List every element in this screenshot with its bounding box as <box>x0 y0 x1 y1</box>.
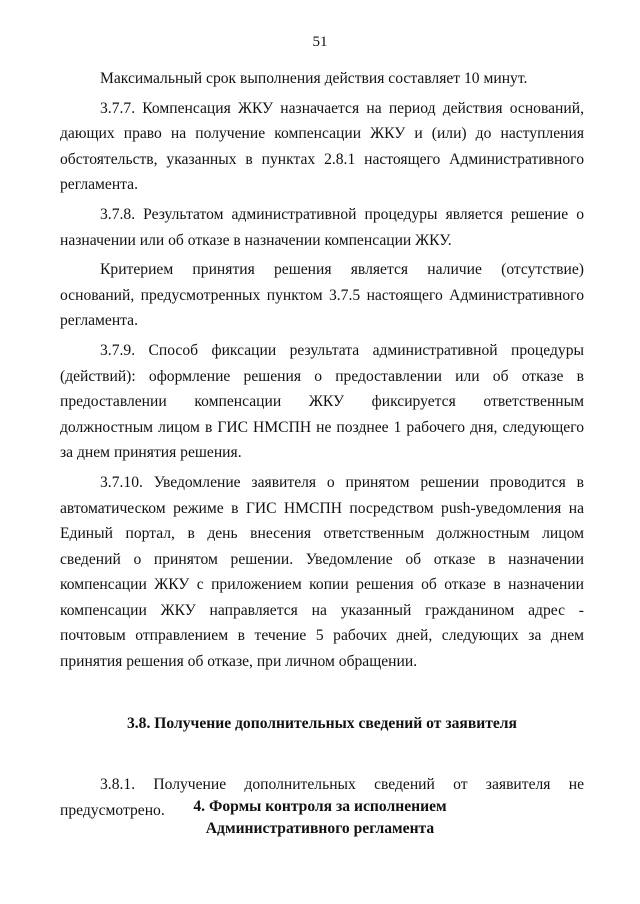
paragraph-3-7-7: 3.7.7. Компенсация ЖКУ назначается на период действия оснований, дающих право на получение компенсации ЖКУ и (или) до наступления обстоятельств, указанных в пунктах 2.8.1 настоящего Административного регламента. <box>60 99 584 194</box>
chapter-heading-line-2: Административного регламента <box>205 820 435 837</box>
spacer <box>100 675 584 711</box>
page-number: 51 <box>312 34 328 50</box>
paragraph-3-7-9: 3.7.9. Способ фиксации результата административной процедуры (действий): оформление решения о предоставлении или об отказе в предоставлении компенсации ЖКУ фиксируется ответственным должностным лицом в ГИС НМСПН не позднее 1 рабочего дня, следующего за днем принятия решения. <box>60 341 584 462</box>
paragraph-3-8-1: 3.8.1. Получение дополнительных сведений от заявителя не предусмотрено. <box>60 776 584 819</box>
spacer <box>100 736 584 772</box>
chapter-heading-4 <box>0 796 640 840</box>
paragraph-3-7-8: 3.7.8. Результатом административной процедуры является решение о назначении или об отказе в назначении компенсации ЖКУ. <box>60 205 584 249</box>
paragraph-max-time: Максимальный срок выполнения действия составляет 10 минут. <box>100 70 528 87</box>
section-heading-3-8: 3.8. Получение дополнительных сведений от заявителя <box>126 714 517 732</box>
paragraph-criterion: Критерием принятия решения является наличие (отсутствие) оснований, предусмотренных пунктом 3.7.5 настоящего Административного регламента. <box>60 261 584 330</box>
chapter-heading-line-1: 4. Формы контроля за исполнением <box>193 798 447 815</box>
paragraph-3-7-10: 3.7.10. Уведомление заявителя о принятом решении проводится в автоматическом режиме в ГИС НМСПН посредством push-уведомления на Единый портал, в день внесения ответственным должностным лицом сведений о принятом решении. Уведомление об отказе в назначении компенсации ЖКУ с приложением копии решения об отказе в назначении компенсации ЖКУ направляется на указанный гражданином адрес - почтовым отправлением в течение 5 рабочих дней, следующих за днем принятия решения об отказе, при личном обращении. <box>60 473 584 671</box>
document-body <box>60 66 584 823</box>
